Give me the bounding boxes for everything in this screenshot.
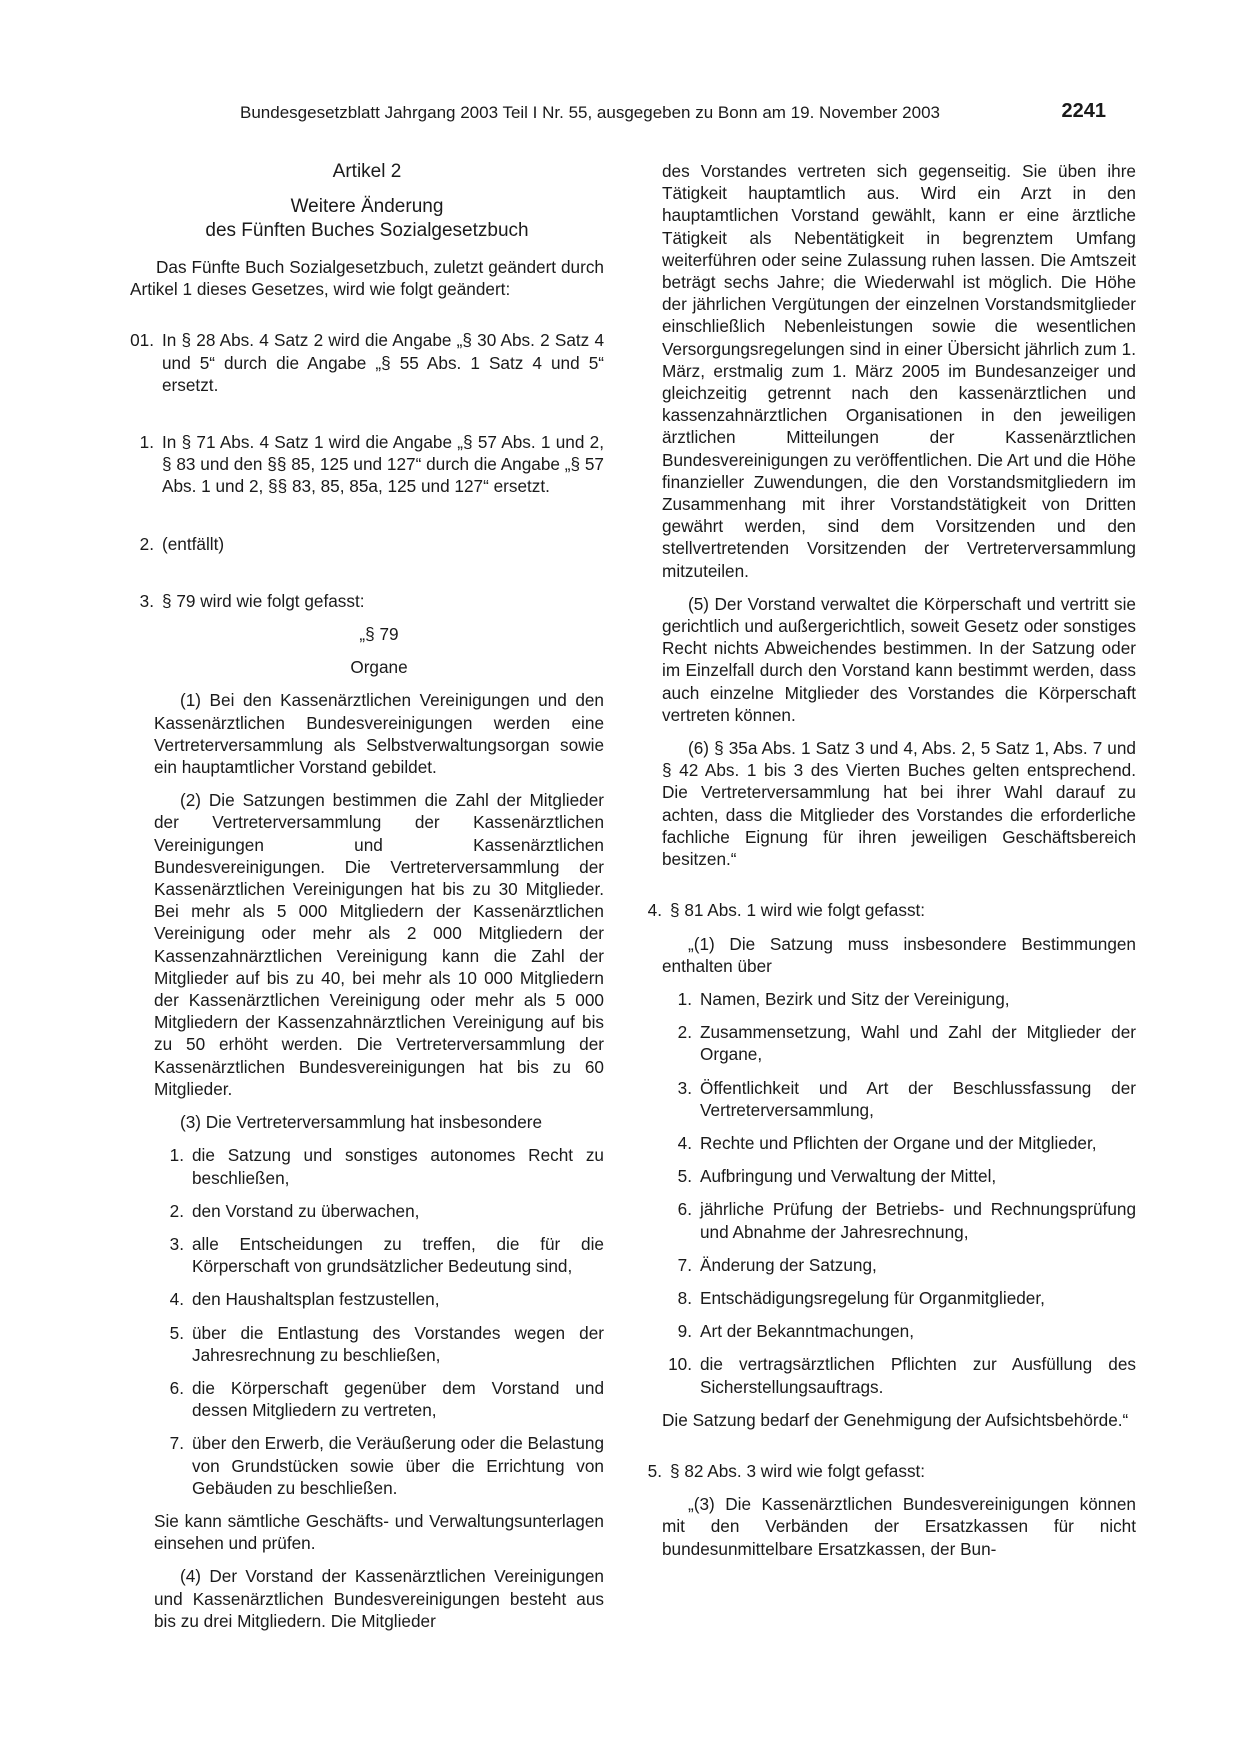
item-number: 2.: [139, 533, 154, 554]
amendment-item: [106, 533, 604, 555]
list-item: [154, 1432, 604, 1499]
list-number: 10.: [668, 1354, 692, 1375]
left-column: [130, 160, 604, 1643]
list-text: Art der Bekanntmachungen,: [700, 1321, 915, 1342]
list-text: Öffentlichkeit und Art der Beschlussfassung der Vertreterversammlung,: [700, 1077, 1136, 1120]
item-text: § 79 wird wie folgt gefasst:: [162, 590, 365, 611]
list-item: [154, 1377, 604, 1421]
list-text: die vertragsärztlichen Pflichten zur Ausfüllung des Sicherstellungsauftrags.: [700, 1354, 1136, 1397]
list-number: 2.: [169, 1200, 184, 1221]
amendment-item: [638, 899, 1136, 921]
page-header: [240, 100, 1106, 129]
list-text: jährliche Prüfung der Betriebs- und Rechnungsprüfung und Abnahme der Jahresrechnung,: [700, 1199, 1136, 1242]
page-number: 2241: [1061, 100, 1106, 122]
list-number: 6.: [169, 1377, 184, 1398]
item-number: 3.: [139, 590, 154, 611]
list-text: die Körperschaft gegenüber dem Vorstand und dessen Mitgliedern zu vertreten,: [192, 1377, 604, 1421]
list-number: 8.: [677, 1287, 692, 1308]
paragraph-3: (3) Die Vertreterversammlung hat insbesondere: [180, 1112, 543, 1133]
list-item: [662, 1320, 1136, 1342]
paragraph-2: (2) Die Satzungen bestimmen die Zahl der Mitglieder der Vertreterversammlung der Kassenärztlichen Vereinigungen und Kassenärztlichen Bundesvereinigungen. Die Vertreterversammlung der Kassenärztlichen Vereinigungen hat bis zu 30 Mitglieder. Bei mehr als 5 000 Mitgliedern der Kassenärztlichen Vereinigung oder mehr als 2 000 Mitgliedern der Kassenzahnärztlichen Vereinigung kann die Zahl der Mitglieder auf bis zu 40, bei mehr als 10 000 Mitgliedern der Kassenärztlichen Vereinigung oder mehr als 5 000 Mitgliedern der Kassenzahnärztlichen Vereinigung auf bis zu 50 erhöht werden. Die Vertreterversammlung der Kassenärztlichen Bundesvereinigungen hat bis zu 60 Mitglieder.: [154, 790, 604, 1099]
list-item: [662, 988, 1136, 1010]
list-number: 7.: [677, 1254, 692, 1275]
list-text: über den Erwerb, die Veräußerung oder die Belastung von Grundstücken sowie über die Errichtung von Gebäuden zu beschließen.: [192, 1433, 604, 1498]
list-item: [662, 1165, 1136, 1187]
list-item: [154, 1288, 604, 1310]
list-text: über die Entlastung des Vorstandes wegen der Jahresrechnung zu beschließen,: [192, 1322, 604, 1365]
list-text: die Satzung und sonstiges autonomes Recht zu beschließen,: [192, 1145, 604, 1188]
amendment-item: [106, 431, 604, 498]
article-title: Artikel 2: [332, 161, 402, 182]
amendment-item: [106, 590, 604, 612]
article-subtitle-line-2: des Fünften Buches Sozialgesetzbuch: [205, 220, 529, 241]
paragraph-4-continued: des Vorstandes vertreten sich gegenseitig. Sie üben ihre Tätigkeit hauptamtlich aus. Wird ein Arzt in den hauptamtlichen Vorstand gewählt, kann er eine ärztliche Tätigkeit als Nebentätigkeit in begrenztem Umfang weiterführen oder seine Zulassung ruhen lassen. Die Amtszeit beträgt sechs Jahre; die Wiederwahl ist möglich. Die Höhe der jährlichen Vergütungen der einzelnen Vorstandsmitglieder einschließlich Nebenleistungen sowie die wesentlichen Versorgungsregelungen sind in einer Übersicht jährlich zum 1. März, erstmalig zum 1. März 2005 im Bundesanzeiger und gleichzeitig getrennt nach den kassenärztlichen und kassenzahnärztlichen Organisationen in den jeweiligen ärztlichen Mitteilungen der Kassenärztlichen Bundesvereinigungen zu veröffentlichen. Die Art und die Höhe finanzieller Zuwendungen, die den Vorstandsmitgliedern im Zusammenhang mit ihrer Vorstandstätigkeit von Dritten gewährt werden, sind dem Vorsitzenden und den stellvertretenden Vorsitzenden der Vertreterversammlung mitzuteilen.: [662, 161, 1136, 581]
running-head: Bundesgesetzblatt Jahrgang 2003 Teil I Nr. 55, ausgegeben zu Bonn am 19. November 2003: [240, 103, 940, 122]
paragraph-3-closing: Sie kann sämtliche Geschäfts- und Verwaltungsunterlagen einsehen und prüfen.: [154, 1510, 604, 1554]
paragraph-1: (1) Bei den Kassenärztlichen Vereinigungen und den Kassenärztlichen Bundesvereinigungen werden eine Vertreterversammlung als Selbstverwaltungsorgan sowie ein hauptamtlicher Vorstand gebildet.: [154, 690, 604, 778]
list-number: 3.: [677, 1077, 692, 1098]
paragraph-82-3: „(3) Die Kassenärztlichen Bundesvereinigungen können mit den Verbänden der Ersatzkassen für nicht bundesunmittelbare Ersatzkassen, der Bun-: [662, 1494, 1136, 1559]
list-number: 4.: [169, 1289, 184, 1310]
item-text: § 82 Abs. 3 wird wie folgt gefasst:: [670, 1460, 926, 1481]
paragraph-5: (5) Der Vorstand verwaltet die Körperschaft und vertritt sie gerichtlich und außergerichtlich, soweit Gesetz oder sonstiges Recht nichts Abweichendes bestimmen. In der Satzung oder im Einzelfall durch den Vorstand kann bestimmt werden, dass auch einzelne Mitglieder des Vorstandes die Körperschaft vertreten können.: [662, 593, 1136, 725]
item-number: 1.: [139, 432, 154, 453]
list-number: 9.: [677, 1321, 692, 1342]
list-text: Änderung der Satzung,: [700, 1254, 877, 1275]
list-item: [662, 1132, 1136, 1154]
article-subtitle-line-1: Weitere Änderung: [290, 196, 444, 217]
statute-intro: „(1) Die Satzung muss insbesondere Bestimmungen enthalten über: [662, 933, 1136, 976]
section-number: „§ 79: [359, 624, 399, 645]
list-number: 4.: [677, 1132, 692, 1153]
list-number: 2.: [677, 1022, 692, 1043]
list-item: [662, 1287, 1136, 1309]
list-item: [154, 1144, 604, 1188]
list-item: [662, 1254, 1136, 1276]
list-item: [154, 1200, 604, 1222]
section-title: Organe: [350, 657, 408, 678]
spacer: [130, 311, 604, 329]
item-number: 4.: [647, 900, 662, 921]
item-number: 01.: [130, 330, 154, 351]
list-text: Aufbringung und Verwaltung der Mittel,: [700, 1166, 997, 1187]
list-item: [662, 1353, 1136, 1397]
list-item: [662, 1021, 1136, 1065]
list-number: 3.: [169, 1233, 184, 1254]
list-number: 5.: [677, 1166, 692, 1187]
spacer: [130, 509, 604, 533]
list-text: Rechte und Pflichten der Organe und der Mitglieder,: [700, 1132, 1097, 1153]
list-item: [154, 1233, 604, 1277]
list-number: 6.: [677, 1199, 692, 1220]
list-text: alle Entscheidungen zu treffen, die für die Körperschaft von grundsätzlicher Bedeutung sind,: [192, 1233, 604, 1277]
amendment-item: [638, 1460, 1136, 1482]
list-number: 7.: [169, 1433, 184, 1454]
item-number: 5.: [647, 1460, 662, 1481]
item-text: (entfällt): [162, 533, 225, 554]
paragraph-4-start: (4) Der Vorstand der Kassenärztlichen Vereinigungen und Kassenärztlichen Bundesvereinigungen besteht aus bis zu drei Mitgliedern. Die Mitglieder: [154, 1566, 604, 1631]
item-text: § 81 Abs. 1 wird wie folgt gefasst:: [670, 900, 926, 921]
list-number: 1.: [169, 1145, 184, 1166]
list-text: Namen, Bezirk und Sitz der Vereinigung,: [700, 988, 1010, 1009]
spacer: [130, 407, 604, 431]
intro-paragraph: Das Fünfte Buch Sozialgesetzbuch, zuletzt geändert durch Artikel 1 dieses Gesetzes, wird wie folgt geändert:: [130, 257, 604, 300]
article-subtitle: [130, 195, 604, 243]
list-number: 5.: [169, 1322, 184, 1343]
list-number: 1.: [677, 988, 692, 1009]
spacer: [130, 566, 604, 590]
list-text: Zusammensetzung, Wahl und Zahl der Mitglieder der Organe,: [700, 1022, 1136, 1065]
list-item: [154, 1322, 604, 1366]
spacer: [662, 1442, 1136, 1460]
list-text: den Vorstand zu überwachen,: [192, 1200, 420, 1221]
amendment-item: [106, 329, 604, 396]
list-item: [662, 1198, 1136, 1242]
item-text: In § 28 Abs. 4 Satz 2 wird die Angabe „§ 30 Abs. 2 Satz 4 und 5“ durch die Angabe „§ 55 Abs. 1 Satz 4 und 5“ ersetzt.: [162, 330, 604, 395]
item-text: In § 71 Abs. 4 Satz 1 wird die Angabe „§ 57 Abs. 1 und 2, § 83 und den §§ 85, 125 und 127“ durch die Angabe „§ 57 Abs. 1 und 2, §§ 83, 85, 85a, 125 und 127“ ersetzt.: [162, 432, 604, 497]
list-text: den Haushaltsplan festzustellen,: [192, 1289, 440, 1310]
list-text: Entschädigungsregelung für Organmitglieder,: [700, 1287, 1045, 1308]
statute-closing: Die Satzung bedarf der Genehmigung der Aufsichtsbehörde.“: [662, 1409, 1129, 1430]
paragraph-6: (6) § 35a Abs. 1 Satz 3 und 4, Abs. 2, 5 Satz 1, Abs. 7 und § 42 Abs. 1 bis 3 des Vierten Buches gelten entsprechend. Die Vertreterversammlung hat bei ihrer Wahl darauf zu achten, dass die Mitglieder des Vorstandes die erforderliche fachliche Eignung für ihren jeweiligen Geschäftsbereich besitzen.“: [662, 738, 1136, 870]
spacer: [662, 881, 1136, 899]
right-column: [647, 160, 1136, 1571]
list-item: [662, 1077, 1136, 1121]
section-79-text: [130, 623, 604, 1632]
